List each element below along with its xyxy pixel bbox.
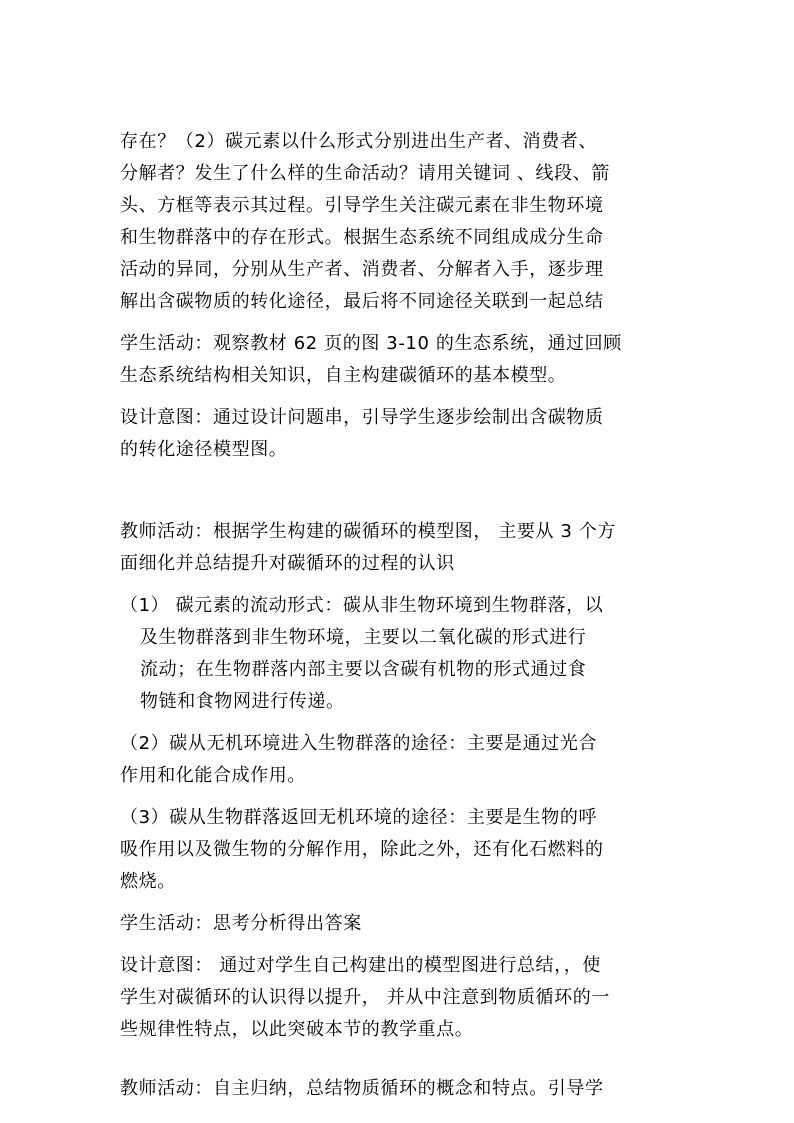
design-intent-line: 学生对碳循环的认识得以提升， 并从中注意到物质循环的一 bbox=[120, 987, 610, 1008]
student-activity-line: 生态系统结构相关知识，自主构建碳循环的基本模型。 bbox=[120, 365, 567, 386]
list-item-line: 燃烧。 bbox=[120, 871, 176, 892]
design-intent-line: 设计意图：通过设计问题串，引导学生逐步绘制出含碳物质 bbox=[120, 407, 604, 428]
list-item-line: 吸作用以及微生物的分解作用，除此之外，还有化石燃料的 bbox=[120, 839, 604, 860]
student-activity-line: 学生活动：观察教材 62 页的图 3-10 的生态系统，通过回顾 bbox=[120, 333, 622, 354]
text-line: 分解者？发生了什么样的生命活动？请用关键词 、线段、箭 bbox=[120, 163, 610, 184]
text-line: 存在？（2）碳元素以什么形式分别进出生产者、消费者、 bbox=[120, 131, 598, 152]
teacher-activity-line: 教师活动：自主归纳，总结物质循环的概念和特点。引导学 bbox=[120, 1078, 604, 1099]
text-line: 头、方框等表示其过程。引导学生关注碳元素在非生物环境 bbox=[120, 195, 604, 216]
list-item-line: （1） 碳元素的流动形式：碳从非生物环境到生物群落，以 bbox=[120, 595, 604, 616]
list-item-line: 作用和化能合成作用。 bbox=[120, 765, 306, 786]
list-item-line: 物链和食物网进行传递。 bbox=[140, 691, 345, 712]
student-activity-line: 学生活动：思考分析得出答案 bbox=[120, 913, 362, 934]
list-item-line: （2）碳从无机环境进入生物群落的途径：主要是通过光合 bbox=[120, 733, 598, 754]
text-line: 和生物群落中的存在形式。根据生态系统不同组成成分生命 bbox=[120, 227, 604, 248]
list-item-line: 及生物群落到非生物环境，主要以二氧化碳的形式进行 bbox=[140, 627, 587, 648]
text-line: 活动的异同，分别从生产者、消费者、分解者入手，逐步理 bbox=[120, 259, 604, 280]
design-intent-line: 些规律性特点，以此突破本节的教学重点。 bbox=[120, 1019, 474, 1040]
design-intent-line: 的转化途径模型图。 bbox=[120, 439, 288, 460]
teacher-activity-line: 教师活动：根据学生构建的碳循环的模型图， 主要从 3 个方 bbox=[120, 521, 617, 542]
design-intent-line: 设计意图： 通过对学生自己构建出的模型图进行总结，，使 bbox=[120, 955, 601, 976]
list-item-line: （3）碳从生物群落返回无机环境的途径：主要是生物的呼 bbox=[120, 807, 598, 828]
teacher-activity-line: 面细化并总结提升对碳循环的过程的认识 bbox=[120, 553, 455, 574]
text-line: 解出含碳物质的转化途径，最后将不同途径关联到一起总结 bbox=[120, 291, 604, 312]
list-item-line: 流动；在生物群落内部主要以含碳有机物的形式通过食 bbox=[140, 659, 587, 680]
